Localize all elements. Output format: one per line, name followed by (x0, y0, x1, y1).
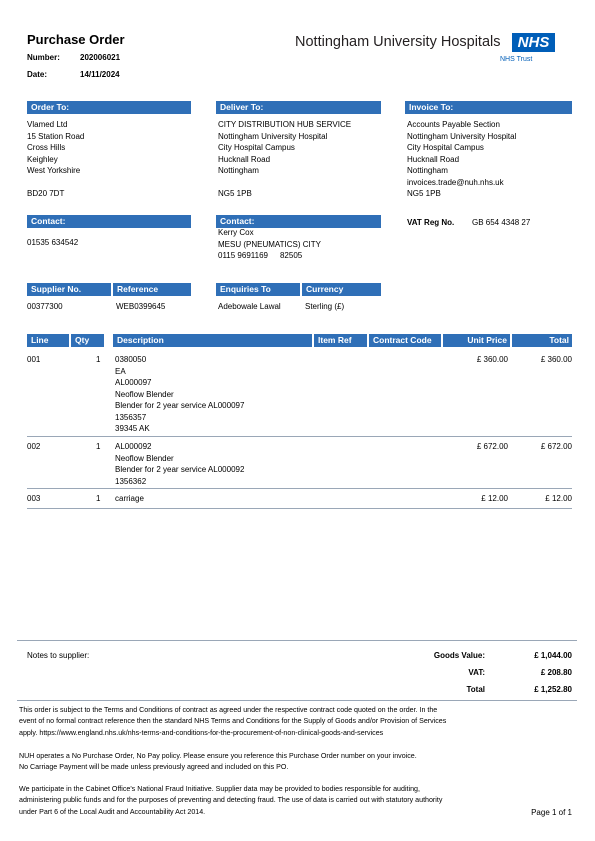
row2-total: £ 672.00 (540, 442, 572, 451)
row2-unit-price: £ 672.00 (476, 442, 508, 451)
col-unit-price: Unit Price (443, 334, 510, 347)
deliver-contact: Kerry Cox MESU (PNEUMATICS) CITY 0115 9691169 82505 (218, 228, 321, 260)
col-qty: Qty (71, 334, 104, 347)
row1-line: 001 (27, 355, 41, 364)
row-divider (27, 436, 572, 437)
col-item-ref: Item Ref (314, 334, 367, 347)
footer-divider (17, 700, 577, 701)
vat-value: £ 208.80 (540, 668, 572, 677)
order-contact-bar: Contact: (27, 215, 191, 228)
totals-divider (17, 640, 577, 641)
terms-paragraph: This order is subject to the Terms and Conditions of contract as agreed under the respective contract code quoted on the order. In the event of no formal contract reference then the standard NHS Terms and Conditions for the Supply of Goods and/or Provision of Services apply. https://www.england.nhs.uk/nhs-terms-and-conditions-for-the-procurement-of-non-clinical-goods-and-services (19, 706, 447, 737)
fraud-paragraph: We participate in the Cabinet Office's National Fraud Initiative. Supplier data may be provided to bodies responsible for auditing, administering public funds and for the purposes of preventing and detecting fraud. The use of data is carried out with statutory authority under Part 6 of the Local Audit and Accountability Act 2014. (19, 785, 443, 816)
order-to-bar: Order To: (27, 101, 191, 114)
currency-bar: Currency (302, 283, 381, 296)
goods-value: £ 1,044.00 (534, 651, 572, 660)
row2-qty: 1 (96, 442, 101, 451)
col-total: Total (512, 334, 572, 347)
enquiries-value: Adebowale Lawal (218, 302, 281, 311)
po-number-label: Number: (27, 53, 60, 62)
vat-reg-label: VAT Reg No. (407, 218, 455, 227)
org-name: Nottingham University Hospitals (295, 34, 501, 50)
org-sub: NHS Trust (500, 56, 533, 63)
row3-qty: 1 (96, 494, 101, 503)
row3-description: carriage (115, 494, 144, 503)
notes-label: Notes to supplier: (27, 651, 90, 660)
deliver-contact-bar: Contact: (216, 215, 381, 228)
invoice-to-bar: Invoice To: (405, 101, 572, 114)
enquiries-bar: Enquiries To (216, 283, 300, 296)
vat-label: VAT: (468, 668, 485, 677)
supplier-no-value: 00377300 (27, 302, 63, 311)
order-contact-phone: 01535 634542 (27, 238, 79, 247)
total-value: £ 1,252.80 (534, 685, 572, 694)
page-title: Purchase Order (27, 32, 125, 47)
nhs-logo: NHS (512, 33, 555, 52)
deliver-to-bar: Deliver To: (216, 101, 381, 114)
col-contract-code: Contract Code (369, 334, 441, 347)
row1-description: 0380050 EA AL000097 Neoflow Blender Blender for 2 year service AL000097 1356357 39345 AK (115, 355, 245, 433)
row1-qty: 1 (96, 355, 101, 364)
no-po-paragraph: NUH operates a No Purchase Order, No Pay policy. Please ensure you reference this Purchase Order number on your invoice. No Carriage Payment will be made unless previously agreed and included on this PO. (19, 752, 417, 772)
row2-description: AL000092 Neoflow Blender Blender for 2 year service AL000092 1356362 (115, 442, 245, 486)
po-number-value: 202006021 (80, 53, 121, 62)
page-number: Page 1 of 1 (531, 808, 572, 817)
goods-value-label: Goods Value: (433, 651, 485, 660)
invoice-to-address: Accounts Payable Section Nottingham University Hospital City Hospital Campus Hucknall Road Nottingham invoices.trade@nuh.nhs.uk NG5 1PB (407, 120, 517, 198)
row3-unit-price: £ 12.00 (481, 494, 508, 503)
row-divider (27, 488, 572, 489)
total-label: Total (466, 685, 485, 694)
supplier-no-bar: Supplier No. (27, 283, 111, 296)
row3-total: £ 12.00 (545, 494, 572, 503)
col-description: Description (113, 334, 312, 347)
currency-value: Sterling (£) (305, 302, 345, 311)
order-to-address: Vlamed Ltd 15 Station Road Cross Hills Keighley West Yorkshire BD20 7DT (27, 120, 85, 198)
row1-total: £ 360.00 (540, 355, 572, 364)
col-line: Line (27, 334, 69, 347)
po-date-value: 14/11/2024 (80, 70, 120, 79)
deliver-to-address: CITY DISTRIBUTION HUB SERVICE Nottingham University Hospital City Hospital Campus Hucknall Road Nottingham NG5 1PB (218, 120, 352, 198)
row1-unit-price: £ 360.00 (476, 355, 508, 364)
row2-line: 002 (27, 442, 41, 451)
reference-bar: Reference (113, 283, 191, 296)
row3-line: 003 (27, 494, 41, 503)
row-divider (27, 508, 572, 509)
po-date-label: Date: (27, 70, 48, 79)
reference-value: WEB0399645 (116, 302, 166, 311)
vat-reg-value: GB 654 4348 27 (472, 218, 531, 227)
